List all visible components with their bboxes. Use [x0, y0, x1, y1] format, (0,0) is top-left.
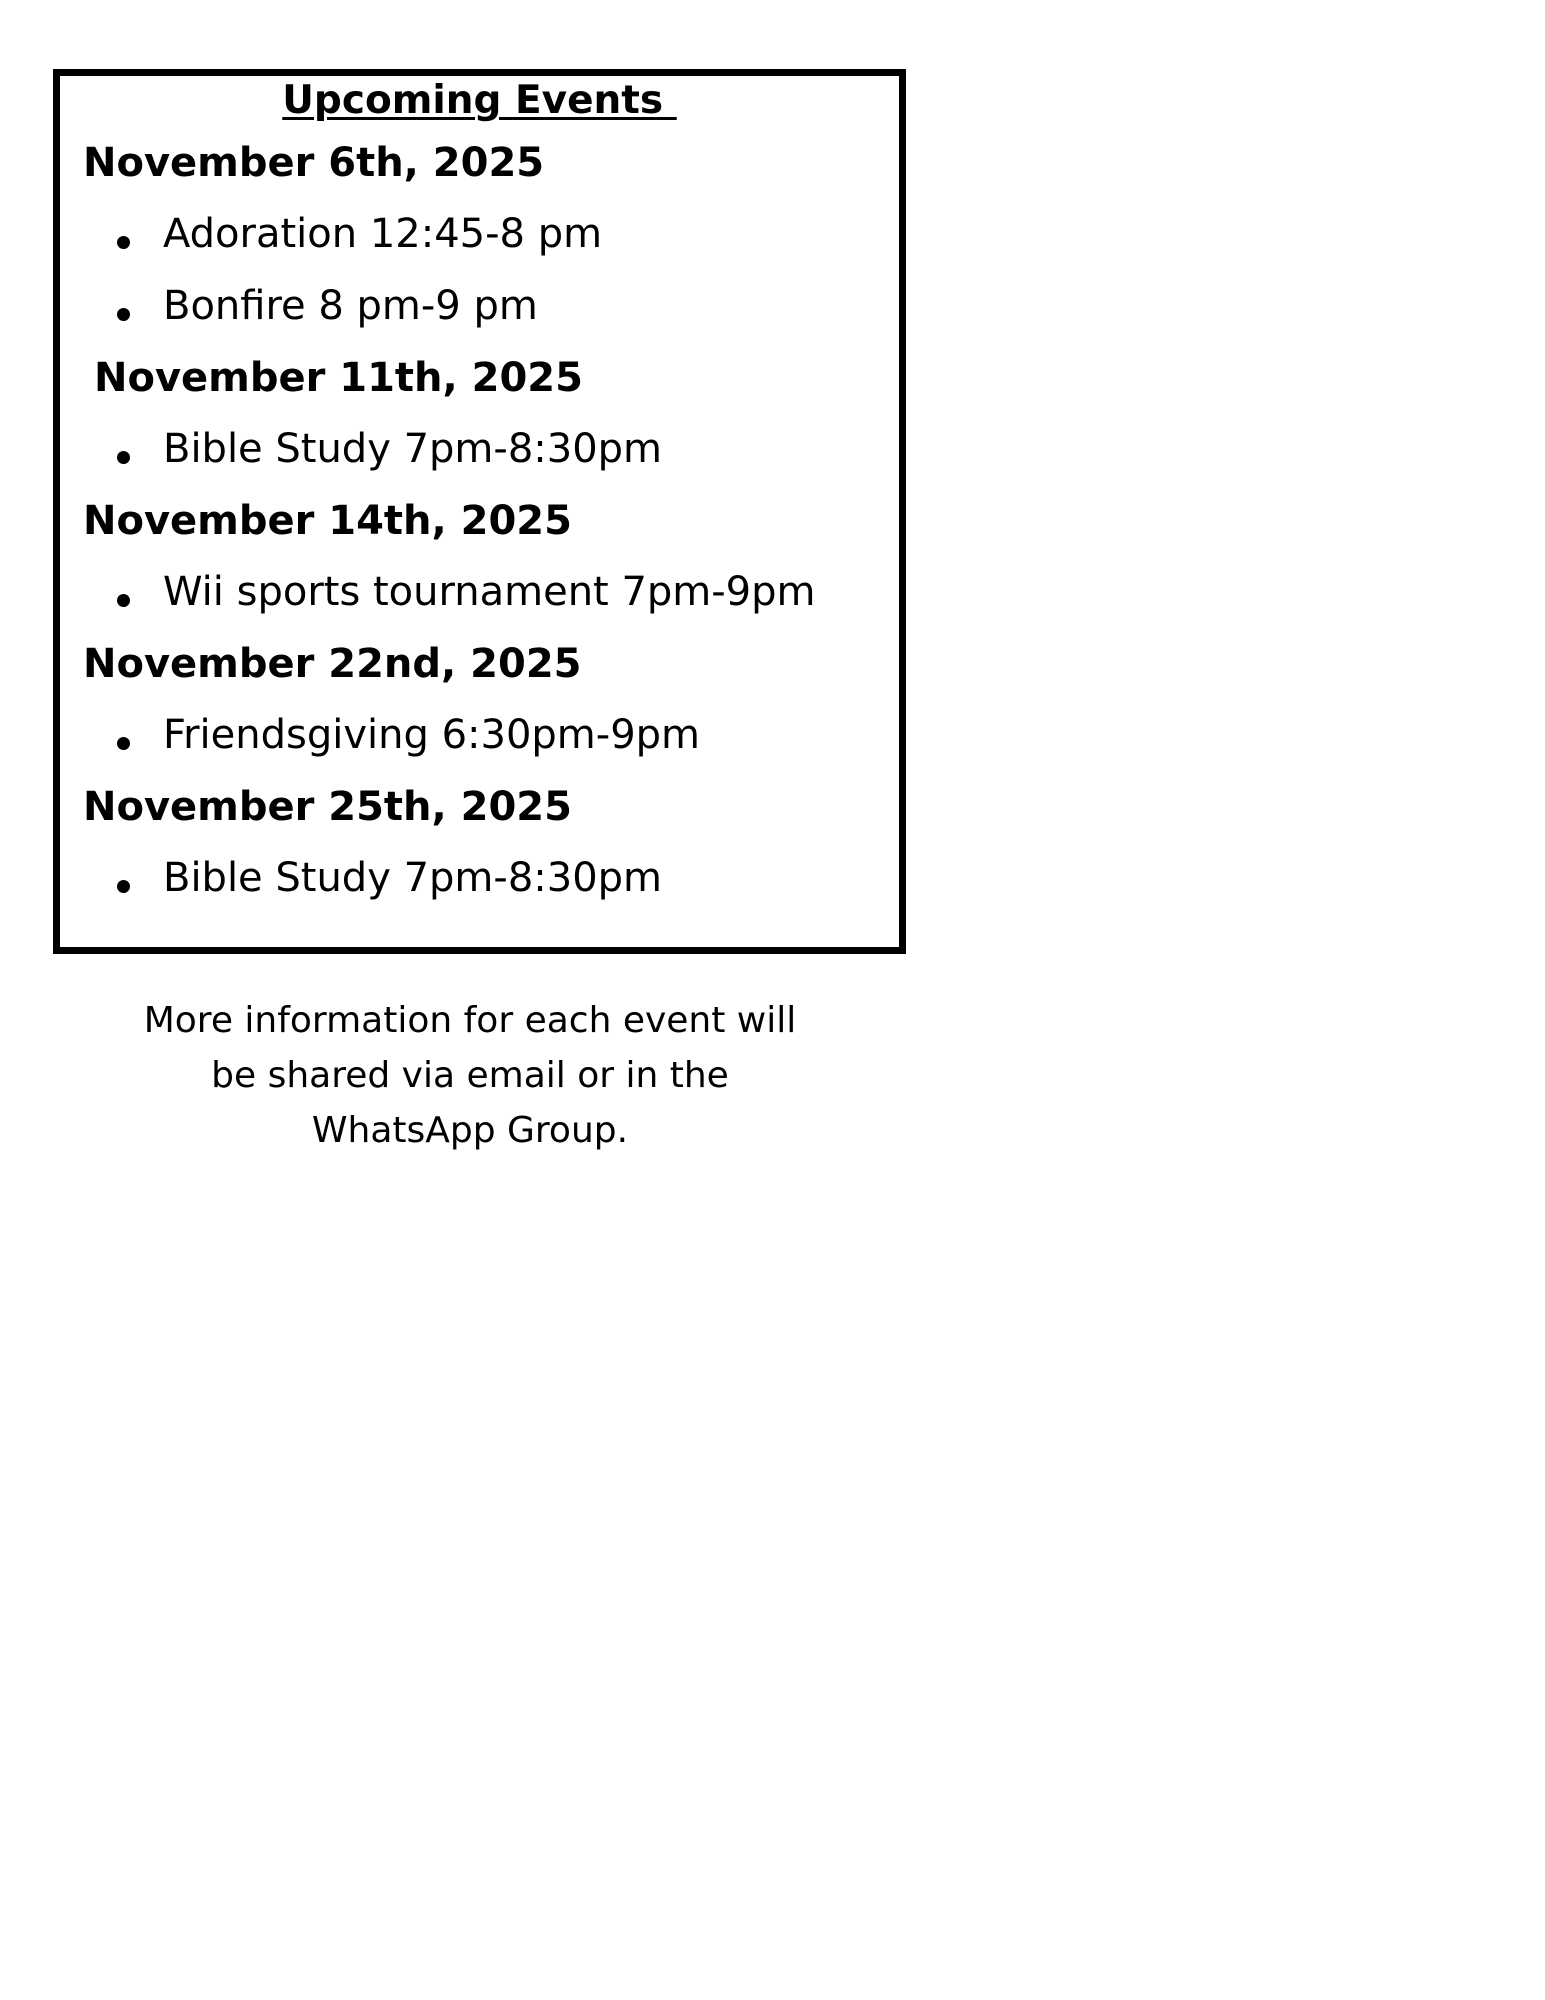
event-item: Bible Study 7pm-8:30pm [163, 426, 663, 472]
event-item: Bible Study 7pm-8:30pm [163, 855, 663, 901]
bullet-icon [117, 308, 130, 321]
date-heading: November 22nd, 2025 [83, 641, 582, 687]
bullet-icon [117, 594, 130, 607]
event-item: Friendsgiving 6:30pm-9pm [163, 712, 701, 758]
date-heading: November 14th, 2025 [83, 498, 572, 544]
event-item: Adoration 12:45-8 pm [163, 211, 603, 257]
events-title: Upcoming Events [282, 78, 677, 123]
bullet-icon [117, 737, 130, 750]
event-item: Wii sports tournament 7pm-9pm [163, 569, 816, 615]
date-heading: November 11th, 2025 [94, 355, 583, 401]
date-heading: November 6th, 2025 [83, 140, 545, 186]
date-heading: November 25th, 2025 [83, 784, 572, 830]
footnote-text: More information for each event will be shared via email or in the WhatsApp Group. [143, 1000, 797, 1151]
event-item: Bonfire 8 pm-9 pm [163, 283, 538, 329]
bullet-icon [117, 236, 130, 249]
upcoming-events-box [53, 69, 906, 954]
bullet-icon [117, 451, 130, 464]
bullet-icon [117, 880, 130, 893]
